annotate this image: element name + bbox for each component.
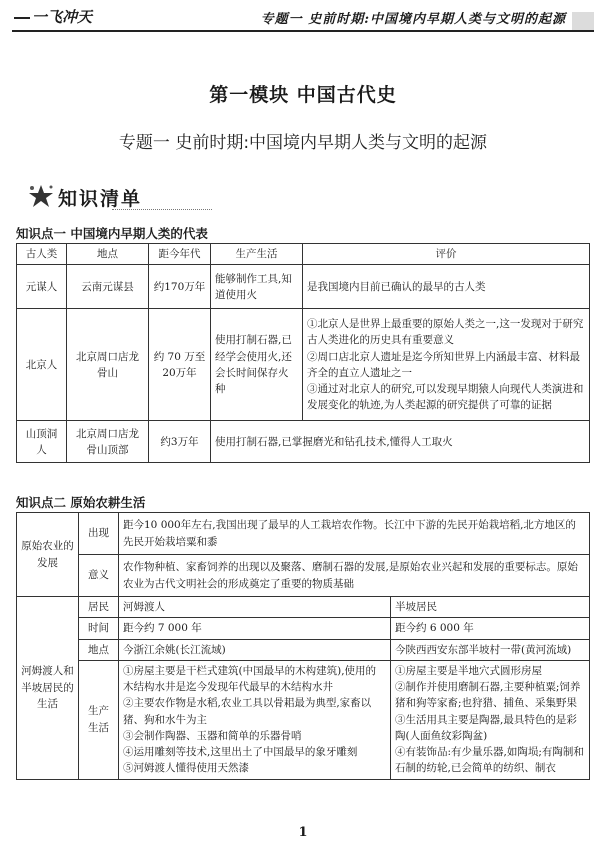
cell-life: 使用打制石器,已经学会使用火,还会长时间保存火种	[211, 309, 303, 421]
eval-item: ①北京人是世界上最重要的原始人类之一,这一发现对于研究古人类进化的历史具有重要意义	[307, 317, 584, 347]
col-header: 生产生活	[211, 244, 303, 265]
section-title: 知识清单	[58, 188, 143, 210]
cell-place-label: 地点	[79, 639, 119, 660]
table-row	[17, 618, 590, 639]
cell-life: 能够制作工具,知道使用火	[211, 265, 303, 309]
cell-appear-text: 距今10 000年左右,我国出现了最早的人工栽培农作物。长江中下游的先民开始栽培稻,北方地区的先民开始栽培粟和黍	[119, 513, 590, 555]
cell-time-b: 距今约 6 000 年	[391, 618, 590, 639]
cell-name: 元谋人	[17, 265, 67, 309]
table-row	[17, 265, 590, 309]
table-row	[17, 660, 590, 779]
cell-meaning-label: 意义	[79, 555, 119, 597]
cell-life-a	[119, 660, 391, 779]
table-row	[17, 597, 590, 618]
cell-life-label: 生产生活	[79, 660, 119, 779]
cell-place: 北京周口店龙骨山	[67, 309, 149, 421]
cell-origin-label: 原始农业的发展	[17, 513, 79, 597]
cell-life-b	[391, 660, 590, 779]
life-item: ④有装饰品:有少量乐器,如陶埙;有陶制和石制的纺轮,已会简单的纺织、制衣	[395, 746, 584, 775]
header-rule	[12, 30, 594, 32]
kp2-title: 知识点二 原始农耕生活	[16, 495, 146, 510]
col-header: 距今年代	[149, 244, 211, 265]
kp1-table	[16, 243, 590, 463]
cell-hemudu-label: 河姆渡人和半坡居民的生活	[17, 597, 79, 780]
table-header-row	[17, 244, 590, 265]
col-header: 地点	[67, 244, 149, 265]
cell-age: 约3万年	[149, 421, 211, 463]
life-item: ①房屋主要是半地穴式圆形房屋	[395, 664, 542, 677]
brand-logo: 一飞冲天	[14, 6, 92, 27]
cell-name: 北京人	[17, 309, 67, 421]
cell-eval: 是我国境内目前已确认的最早的古人类	[303, 265, 590, 309]
life-item: ②制作并使用磨制石器,主要种植粟;饲养猪和狗等家畜;也狩猎、捕鱼、采集野果	[395, 681, 581, 710]
table-row	[17, 555, 590, 597]
table-row	[17, 309, 590, 421]
cell-resident-a: 河姆渡人	[119, 597, 391, 618]
page-number: 1	[298, 825, 308, 840]
module-title: 第一模块 中国古代史	[209, 84, 397, 106]
cell-place: 北京周口店龙骨山顶部	[67, 421, 149, 463]
cell-time-label: 时间	[79, 618, 119, 639]
cell-resident-label: 居民	[79, 597, 119, 618]
kp2-table	[16, 512, 590, 780]
life-item: ⑤河姆渡人懂得使用天然漆	[123, 762, 249, 775]
star-flourish-icon	[26, 183, 56, 209]
life-item: ③生活用具主要是陶器,最具特色的是彩陶(人面鱼纹彩陶盆)	[395, 713, 577, 742]
life-item: ②主要农作物是水稻,农业工具以骨耜最为典型,家畜以猪、狗和水牛为主	[123, 697, 372, 726]
running-title: 专题一 史前时期:中国境内早期人类与文明的起源	[260, 12, 566, 27]
cell-appear-label: 出现	[79, 513, 119, 555]
eval-item: ③通过对北京人的研究,可以发现早期猿人向现代人类演进和发展变化的轨迹,为人类起源的研究提供了可靠的证据	[307, 383, 584, 412]
cell-age: 约 70 万至 20万年	[149, 309, 211, 421]
cell-place: 云南元谋县	[67, 265, 149, 309]
life-item: ④运用雕刻等技术,这里出土了中国最早的象牙雕刻	[123, 746, 358, 759]
cell-time-a: 距今约 7 000 年	[119, 618, 391, 639]
eval-item: ②周口店北京人遗址是迄今所知世界上内涵最丰富、材料最齐全的直立人遗址之一	[307, 350, 580, 379]
cell-age: 约170万年	[149, 265, 211, 309]
cell-eval	[303, 309, 590, 421]
cell-resident-b: 半坡居民	[391, 597, 590, 618]
cell-place-b: 今陕西西安东部半坡村一带(黄河流域)	[391, 639, 590, 660]
table-row	[17, 513, 590, 555]
cell-life-eval: 使用打制石器,已掌握磨光和钻孔技术,懂得人工取火	[211, 421, 590, 463]
header-tab-mark	[572, 12, 594, 30]
life-item: ③会制作陶器、玉器和简单的乐器骨哨	[123, 729, 302, 742]
table-row	[17, 639, 590, 660]
table-row	[17, 421, 590, 463]
cell-place-a: 今浙江余姚(长江流域)	[119, 639, 391, 660]
cell-name: 山顶洞人	[17, 421, 67, 463]
col-header: 评价	[303, 244, 590, 265]
kp1-title: 知识点一 中国境内早期人类的代表	[16, 226, 208, 241]
cell-meaning-text: 农作物种植、家畜饲养的出现以及聚落、磨制石器的发展,是原始农业兴起和发展的重要标志。原始农业为古代文明社会的形成奠定了重要的物质基础	[119, 555, 590, 597]
col-header: 古人类	[17, 244, 67, 265]
life-item: ①房屋主要是干栏式建筑(中国最早的木构建筑),使用的木结构水井是迄今发现年代最早的木结构水井	[123, 664, 377, 694]
topic-title: 专题一 史前时期:中国境内早期人类与文明的起源	[118, 133, 488, 153]
section-rule	[112, 209, 212, 210]
